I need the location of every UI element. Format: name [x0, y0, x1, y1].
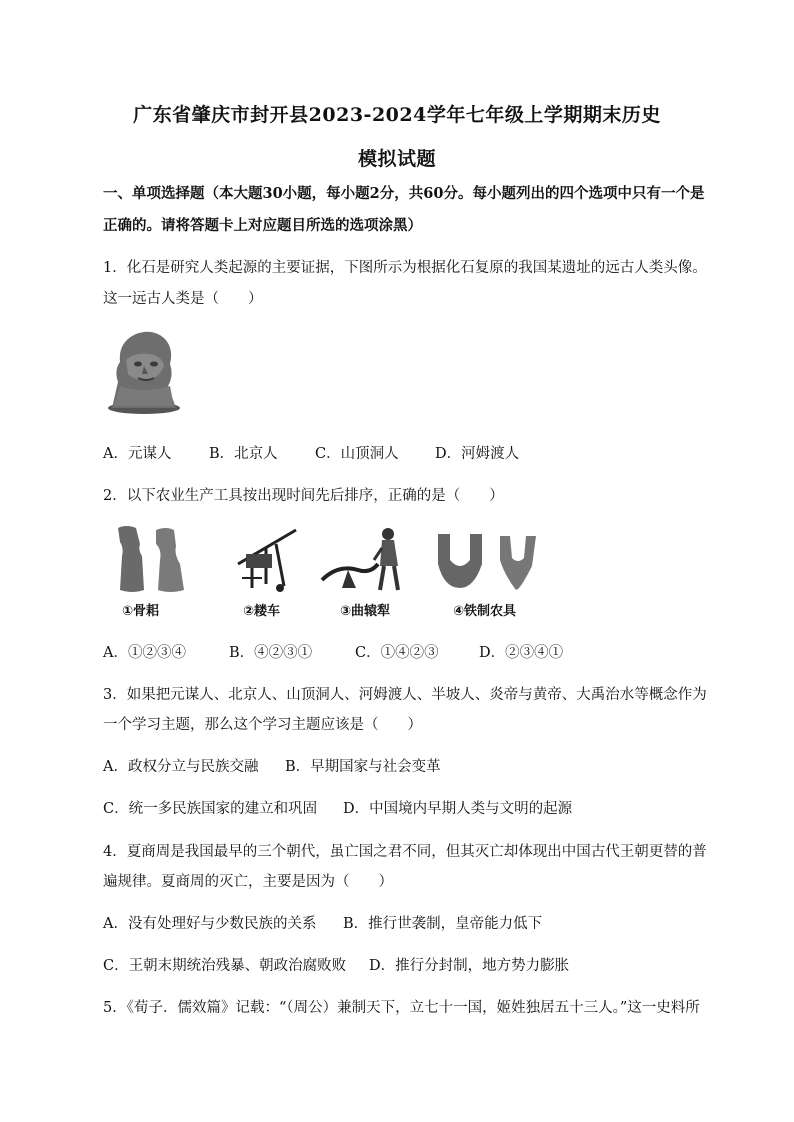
q3-option-c[interactable]: C．统一多民族国家的建立和巩固 — [103, 801, 318, 817]
q2-caption-1: ①骨耜 — [122, 604, 160, 619]
section-instructions-line1: 一、单项选择题（本大题30小题，每小题2分，共60分。每小题列出的四个选项中只有一个是 — [103, 185, 705, 202]
q4-option-b[interactable]: B．推行世袭制，皇帝能力低下 — [343, 916, 543, 932]
ancient-human-bust-image — [104, 320, 182, 416]
q2-caption-4: ④铁制农具 — [453, 604, 517, 619]
q3-option-d[interactable]: D．中国境内早期人类与文明的起源 — [343, 801, 573, 817]
q4-option-a[interactable]: A．没有处理好与少数民族的关系 — [103, 916, 317, 932]
q4-stem-line1: 4．夏商周是我国最早的三个朝代，虽亡国之君不同，但其灭亡却体现出中国古代王朝更替的普 — [103, 844, 707, 860]
q2-stem: 2．以下农业生产工具按出现时间先后排序，正确的是（ ） — [103, 488, 504, 504]
q3-option-a[interactable]: A．政权分立与民族交融 — [103, 759, 259, 775]
q1-option-c[interactable]: C．山顶洞人 — [315, 446, 399, 462]
seed-drill-image — [232, 524, 302, 596]
bone-spade-image — [112, 524, 190, 596]
q2-caption-3: ③曲辕犁 — [340, 604, 391, 619]
section-instructions-line2: 正确的。请将答题卡上对应题目所选的选项涂黑） — [103, 217, 422, 234]
q2-option-b[interactable]: B．④②③① — [229, 645, 313, 661]
q1-option-b[interactable]: B．北京人 — [209, 446, 278, 462]
q3-stem-line1: 3．如果把元谋人、北京人、山顶洞人、河姆渡人、半坡人、炎帝与黄帝、大禹治水等概念作为 — [103, 687, 707, 703]
q5-stem-line1: 5．《荀子．儒效篇》记载：“（周公）兼制天下，立七十一国，姬姓独居五十三人。”这一史料所 — [103, 1000, 700, 1016]
q4-option-c[interactable]: C．王朝末期统治残暴、朝政治腐败败 — [103, 958, 347, 974]
q3-stem-line2: 一个学习主题，那么这个学习主题应该是（ ） — [103, 717, 422, 733]
q1-stem-line1: 1．化石是研究人类起源的主要证据，下图所示为根据化石复原的我国某遗址的远古人类头像。 — [103, 260, 707, 276]
q1-option-a[interactable]: A．元谋人 — [103, 446, 172, 462]
exam-subtitle: 模拟试题 — [357, 148, 436, 170]
q4-stem-line2: 遍规律。夏商周的灭亡，主要是因为（ ） — [103, 874, 393, 890]
q2-option-d[interactable]: D．②③④① — [479, 645, 564, 661]
exam-title: 广东省肇庆市封开县2023-2024学年七年级上学期期末历史 — [133, 104, 661, 126]
q1-option-d[interactable]: D．河姆渡人 — [435, 446, 520, 462]
q4-option-d[interactable]: D．推行分封制，地方势力膨胀 — [369, 958, 570, 974]
q2-option-c[interactable]: C．①④②③ — [355, 645, 439, 661]
iron-tools-image — [434, 530, 538, 592]
curved-plough-image — [318, 524, 408, 596]
q2-caption-2: ②耧车 — [243, 604, 281, 619]
q1-stem-line2: 这一远古人类是（ ） — [103, 291, 263, 307]
q2-option-a[interactable]: A．①②③④ — [103, 645, 186, 661]
q3-option-b[interactable]: B．早期国家与社会变革 — [285, 759, 441, 775]
